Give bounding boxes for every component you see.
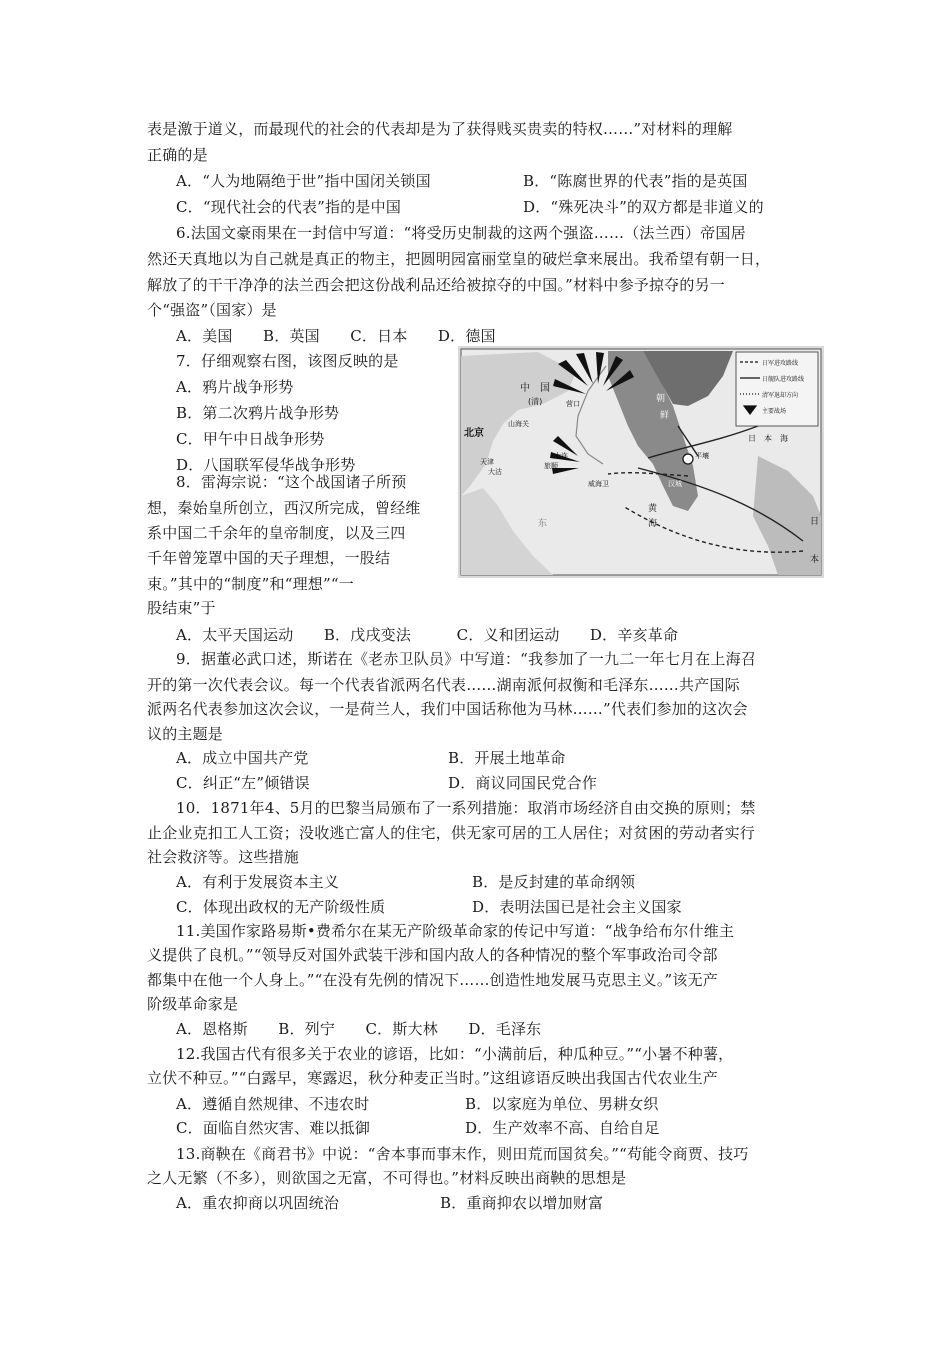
q6-stem-line: 解放了的干干净净的法兰西会把这份战利品还给被掠夺的中国。”材料中参予掠夺的另一	[147, 276, 725, 294]
q9-stem-line: 开的第一次代表会议。每一个代表省派两名代表……湖南派何叔衡和毛泽东……共产国际	[147, 676, 740, 694]
legend-item: 清军退却方向	[762, 392, 799, 399]
q9-option-d: D．商议同国民党合作	[448, 774, 598, 792]
q8-stem-line: 想，秦始皇所创立，西汉所完成，曾经维	[147, 499, 421, 517]
q5-stem-line: 正确的是	[147, 146, 208, 164]
map-label-huanghai: 黄	[648, 504, 658, 514]
q13-stem-line: 之人无繁（不多），则欲国之无富，不可得也。”材料反映出商鞅的思想是	[147, 1169, 627, 1187]
q5-option-d: D．“殊死决斗”的双方都是非道义的	[523, 198, 764, 216]
q9-stem-line: 议的主题是	[147, 725, 224, 743]
legend-item: 日舰队进攻路线	[762, 376, 805, 383]
q12-option-c: C．面临自然灾害、难以抵御	[176, 1119, 371, 1137]
map-label-ben: 本	[810, 555, 820, 565]
q11-stem-line: 11.美国作家路易斯•费希尔在某无产阶级革命家的传记中写道：“战争给布尔什维主	[176, 922, 735, 940]
q10-stem-line: 止企业克扣工人工资；没收逃亡富人的住宅，供无家可居的工人居住；对贫困的劳动者实行	[147, 824, 756, 842]
q9-option-b: B．开展土地革命	[448, 749, 566, 767]
q6-stem-line: 6.法国文豪雨果在一封信中写道：“将受历史制裁的这两个强盗……（法兰西）帝国居	[176, 224, 746, 242]
map-label-dagu: 大沽	[488, 468, 502, 476]
map-label-dong: 东	[538, 519, 548, 529]
q13-stem-line: 13.商鞅在《商君书》中说：“舍本事而事末作，则田荒而国贫矣。”“苟能令商贾、技巧	[176, 1145, 749, 1163]
map-label-pingrang: 平壤	[695, 452, 709, 460]
map-label-qing: (清)	[528, 397, 543, 406]
q8-stem-line: 8．雷海宗说：“这个战国诸子所预	[176, 473, 407, 491]
q11-options: A．恩格斯 B．列宁 C．斯大林 D．毛泽东	[176, 1020, 542, 1038]
q9-stem-line: 9．据董必武口述，斯诺在《老赤卫队员》中写道：“我参加了一九二一年七月在上海召	[176, 650, 757, 668]
map-label-xian: 鲜	[660, 411, 670, 421]
q6-stem-line: 然还天真地以为自己就是真正的物主，把圆明园富丽堂皇的破烂拿来展出。我希望有朝一日，	[147, 250, 771, 268]
q13-option-b: B．重商抑农以增加财富	[440, 1194, 604, 1212]
q12-stem-line: 12.我国古代有很多关于农业的谚语，比如：“小满前后，种瓜种豆。”“小暑不种薯，	[176, 1045, 734, 1063]
q12-option-b: B．以家庭为单位、男耕女织	[465, 1095, 659, 1113]
map-label-lushun: 旅顺	[544, 462, 558, 470]
q5-option-b: B．“陈腐世界的代表”指的是英国	[523, 172, 748, 190]
q8-stem-line: 束。”其中的“制度”和“理想”“一	[147, 575, 354, 593]
q12-stem-line: 立伏不种豆。”“白露早，寒露迟，秋分种麦正当时。”这组谚语反映出我国古代农业生产	[147, 1069, 719, 1087]
q10-stem-line: 社会救济等。这些措施	[147, 848, 300, 866]
map-label-tianjin: 天津	[480, 458, 494, 466]
q11-stem-line: 阶级革命家是	[147, 995, 239, 1013]
q11-stem-line: 义提供了良机。”“领导反对国外武装干涉和国内敌人的各种情况的整个军事政治司令部	[147, 946, 718, 964]
q10-option-d: D．表明法国已是社会主义国家	[472, 898, 682, 916]
map-label-beijing: 北京	[464, 428, 484, 439]
q9-option-c: C．纠正“左”倾错误	[176, 774, 310, 792]
map-label-shanhaiguan: 山海关	[508, 420, 529, 428]
q5-option-a: A．“人为地隔绝于世”指中国闭关锁国	[176, 172, 431, 190]
q8-stem-line: 千年曾笼罩中国的天子理想，一股结	[147, 549, 391, 567]
q7-option-b: B．第二次鸦片战争形势	[176, 404, 340, 422]
q7-stem: 7．仔细观察右图，该图反映的是	[176, 352, 399, 370]
q10-option-b: B．是反封建的革命纲领	[472, 873, 636, 891]
map-label-china: 中 国	[520, 383, 550, 394]
pyongyang-marker	[683, 454, 693, 464]
map-label-hai: 海	[648, 519, 658, 529]
q7-option-d: D．八国联军侵华战争形势	[176, 456, 356, 474]
q10-option-c: C．体现出政权的无产阶级性质	[176, 898, 386, 916]
q7-option-a: A．鸦片战争形势	[176, 378, 294, 396]
q6-stem-line: 个“强盗”（国家）是	[147, 301, 277, 319]
q9-stem-line: 派两名代表参加这次会议，一是荷兰人，我们中国话称他为马林……”代表们参加的这次会	[147, 700, 748, 718]
q8-stem-line: 系中国二千余年的皇帝制度，以及三四	[147, 524, 406, 542]
map-label-chao: 朝	[656, 394, 666, 404]
q10-option-a: A．有利于发展资本主义	[176, 873, 340, 891]
map-label-ri: 日	[810, 517, 820, 527]
q5-option-c: C．“现代社会的代表”指的是中国	[176, 198, 402, 216]
legend-item: 主要战场	[762, 408, 787, 415]
q5-stem-line: 表是激于道义，而最现代的社会的代表却是为了获得贱买贵卖的特权……”对材料的理解	[147, 120, 733, 138]
map-label-hanyang: 汉城	[668, 480, 682, 488]
q8-stem-line: 股结束”于	[147, 599, 216, 617]
map-label-yingkou: 营口	[566, 400, 580, 408]
q12-option-d: D．生产效率不高、自给自足	[465, 1119, 660, 1137]
legend-item: 日军进攻路线	[762, 360, 799, 367]
map-label-japan-sea: 日 本 海	[748, 434, 788, 443]
map-label-weihaiwei: 威海卫	[588, 480, 609, 488]
map-label-dalian: 大连	[554, 452, 568, 460]
q11-stem-line: 都集中在他一个人身上。”“在没有先例的情况下……创造性地发展马克思主义。”该无产	[147, 971, 719, 989]
war-situation-map	[458, 346, 824, 578]
q8-options: A．太平天国运动 B．戊戌变法 C．义和团运动 D．辛亥革命	[176, 626, 679, 644]
q7-option-c: C．甲午中日战争形势	[176, 430, 325, 448]
q13-option-a: A．重农抑商以巩固统治	[176, 1194, 340, 1212]
q12-option-a: A．遵循自然规律、不违农时	[176, 1095, 370, 1113]
q9-option-a: A．成立中国共产党	[176, 749, 309, 767]
q6-options: A．美国 B．英国 C．日本 D．德国	[176, 327, 496, 345]
q10-stem-line: 10．1871年4、5月的巴黎当局颁布了一系列措施：取消市场经济自由交换的原则；禁	[176, 799, 756, 817]
